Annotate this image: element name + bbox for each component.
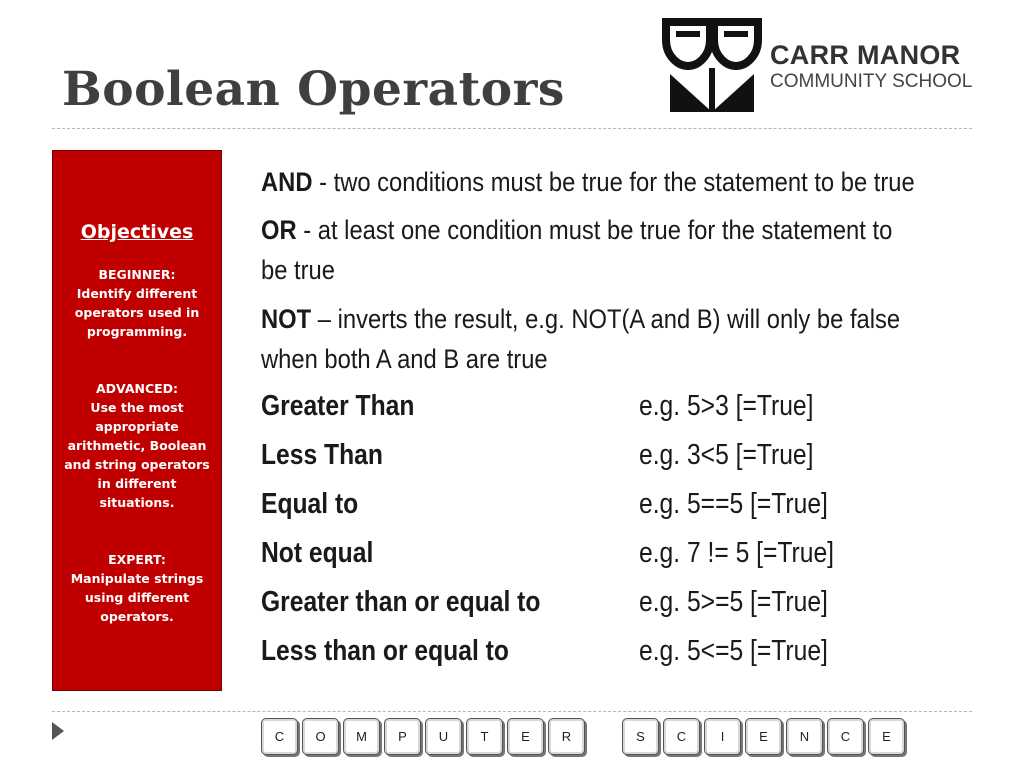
definition-or-term: OR: [261, 215, 297, 245]
keyboard-key: E: [868, 718, 905, 755]
carr-manor-emblem-icon: [662, 16, 762, 116]
definition-not-text2: when both A and B are true: [261, 344, 548, 374]
definition-not-continued: [261, 339, 587, 379]
objective-expert-label: EXPERT:: [108, 552, 166, 567]
objective-expert-text: Manipulate strings using different operators.: [70, 571, 204, 624]
objective-beginner: [53, 265, 221, 341]
objectives-heading: Objectives: [80, 221, 194, 243]
logo-school-name: CARR MANOR: [770, 40, 961, 70]
comparison-example: e.g. 5<=5 [=True]: [639, 635, 828, 667]
definition-not-text: – inverts the result, e.g. NOT(A and B) will only be false: [311, 304, 901, 334]
science-keys: [622, 718, 905, 755]
school-logo: [662, 16, 972, 116]
keyboard-key: R: [548, 718, 585, 755]
page-title: Boolean Operators: [62, 62, 565, 117]
comparison-example: e.g. 5>3 [=True]: [639, 390, 814, 422]
comparison-name: Greater Than: [261, 390, 415, 422]
definition-not: [261, 299, 987, 339]
definition-not-term: NOT: [261, 304, 312, 334]
keyboard-key: C: [663, 718, 700, 755]
logo-school-subtitle: COMMUNITY SCHOOL: [770, 71, 973, 92]
comparison-name: Greater than or equal to: [261, 586, 541, 618]
definition-and-term: AND: [261, 167, 313, 197]
keyboard-key: S: [622, 718, 659, 755]
keyboard-key: P: [384, 718, 421, 755]
objective-advanced: [53, 379, 221, 512]
comparison-name: Not equal: [261, 537, 374, 569]
keyboard-key: M: [343, 718, 380, 755]
definition-or: [261, 210, 978, 250]
comparison-name: Equal to: [261, 488, 359, 520]
comparison-name: Less Than: [261, 439, 383, 471]
slide-arrow-icon: [52, 722, 64, 740]
keyboard-key: C: [261, 718, 298, 755]
comparison-example: e.g. 7 != 5 [=True]: [639, 537, 835, 569]
footer-divider: [52, 711, 972, 712]
definition-or-continued: [261, 250, 345, 290]
keyboard-key: E: [507, 718, 544, 755]
definition-or-text2: be true: [261, 255, 335, 285]
keyboard-key: E: [745, 718, 782, 755]
objective-advanced-label: ADVANCED:: [95, 381, 179, 396]
definition-and: [261, 162, 1004, 202]
keyboard-key: O: [302, 718, 339, 755]
objective-beginner-label: BEGINNER:: [98, 267, 176, 282]
keyboard-key: I: [704, 718, 741, 755]
keyboard-key: U: [425, 718, 462, 755]
computer-keys: [261, 718, 585, 755]
comparison-name: Less than or equal to: [261, 635, 509, 667]
keyboard-key: T: [466, 718, 503, 755]
comparison-example: e.g. 3<5 [=True]: [639, 439, 814, 471]
objective-advanced-text: Use the most appropriate arithmetic, Boolean and string operators in different situations.: [64, 400, 210, 510]
definition-or-text: - at least one condition must be true for the statement to: [296, 215, 893, 245]
comparison-example: e.g. 5>=5 [=True]: [639, 586, 828, 618]
comparison-example: e.g. 5==5 [=True]: [639, 488, 828, 520]
title-divider: [52, 128, 972, 129]
keyboard-key: N: [786, 718, 823, 755]
definition-and-text: - two conditions must be true for the statement to be true: [312, 167, 915, 197]
objective-expert: [53, 550, 221, 626]
objectives-panel: [52, 150, 222, 691]
objective-beginner-text: Identify different operators used in programming.: [74, 286, 200, 339]
keyboard-key: C: [827, 718, 864, 755]
